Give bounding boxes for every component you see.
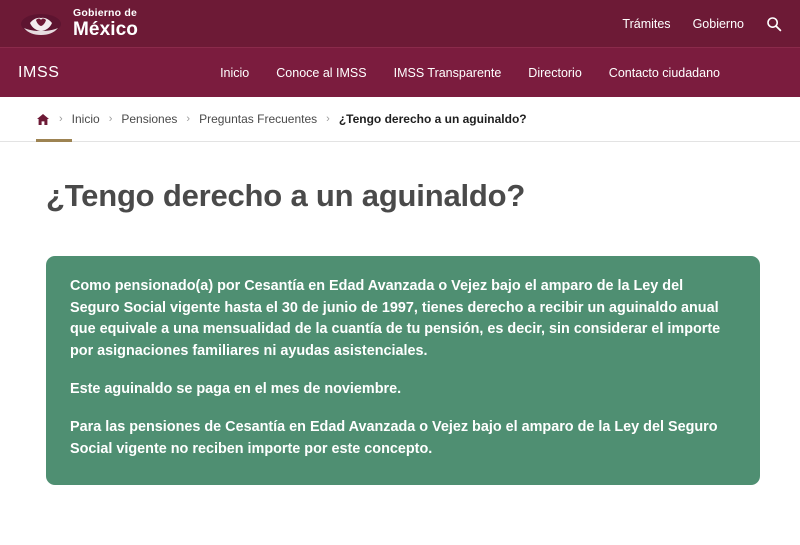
nav-item-conoce-al-imss[interactable]: Conoce al IMSS xyxy=(276,65,367,80)
search-icon[interactable] xyxy=(766,16,782,32)
nav-item-directorio[interactable]: Directorio xyxy=(528,65,582,80)
gob-brand-sub: Gobierno de xyxy=(73,7,138,20)
breadcrumb-separator-0: › xyxy=(59,113,63,125)
imss-logo[interactable]: IMSS xyxy=(18,63,60,81)
breadcrumb-item-preguntas-frecuentes[interactable]: Preguntas Frecuentes xyxy=(199,112,318,126)
callout-paragraph-1: Como pensionado(a) por Cesantía en Edad Avanzada o Vejez bajo el amparo de la Ley del Seguro Social vigente hasta el 30 de junio de 1997, tienes derecho a recibir un aguinaldo anual que equivale a una mensualidad de la cuantía de tu pensión, es decir, sin considerar el importe por asignaciones familiares ni ayudas asistenciales. xyxy=(70,277,721,360)
gob-brand-text xyxy=(73,8,138,39)
gob-link-gobierno[interactable]: Gobierno xyxy=(692,16,744,31)
home-icon[interactable] xyxy=(36,113,50,126)
mexico-eagle-logo-icon xyxy=(18,9,64,39)
callout-paragraph-3: Para las pensiones de Cesantía en Edad Avanzada o Vejez bajo el amparo de la Ley del Seguro Social vigente no reciben importe por este concepto. xyxy=(70,419,718,458)
callout-paragraph-2: Este aguinaldo se paga en el mes de noviembre. xyxy=(70,381,402,398)
main-content xyxy=(0,142,800,485)
breadcrumb xyxy=(36,112,527,126)
imss-header-bar xyxy=(0,47,800,97)
breadcrumb-bar xyxy=(0,97,800,142)
breadcrumb-separator-2: › xyxy=(186,113,191,125)
gob-link-tramites[interactable]: Trámites xyxy=(622,16,671,31)
nav-item-imss-transparente[interactable]: IMSS Transparente xyxy=(393,65,502,80)
nav-item-contacto-ciudadano[interactable]: Contacto ciudadano xyxy=(608,65,720,80)
gob-header-bar xyxy=(0,0,800,47)
answer-callout xyxy=(46,256,760,485)
imss-main-nav xyxy=(220,66,782,80)
nav-item-inicio[interactable]: Inicio xyxy=(220,65,250,80)
breadcrumb-item-pensiones[interactable]: Pensiones xyxy=(121,112,178,126)
gob-brand-main: México xyxy=(73,18,139,40)
gob-links xyxy=(622,16,782,32)
breadcrumb-item-inicio[interactable]: Inicio xyxy=(71,112,100,126)
breadcrumb-separator-3: › xyxy=(326,113,330,125)
breadcrumb-item-current: ¿Tengo derecho a un aguinaldo? xyxy=(338,112,527,126)
page-title: ¿Tengo derecho a un aguinaldo? xyxy=(46,178,526,213)
breadcrumb-separator-1: › xyxy=(108,113,113,125)
gob-brand[interactable] xyxy=(18,8,138,39)
